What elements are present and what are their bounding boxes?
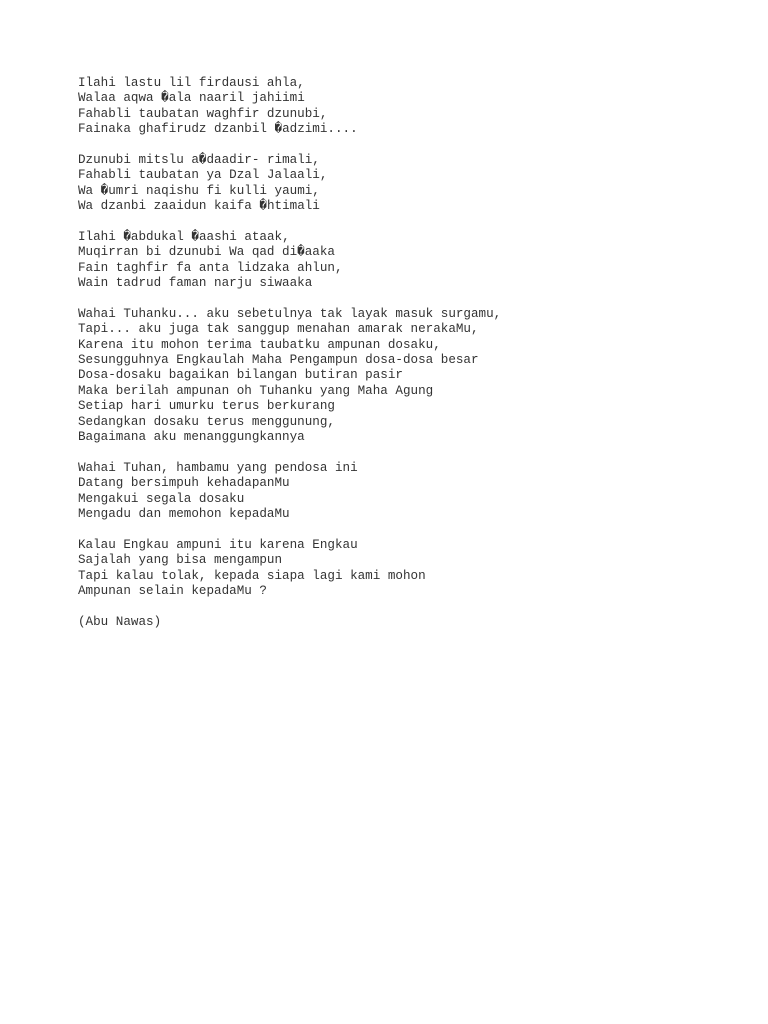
poem-line: Wain tadrud faman narju siwaaka [78, 276, 313, 291]
poem-line: Bagaimana aku menanggungkannya [78, 429, 305, 444]
poem-line: Karena itu mohon terima taubatku ampunan dosaku, [78, 337, 441, 352]
author-signature: (Abu Nawas) [78, 614, 162, 629]
stanza-1 [78, 76, 698, 138]
poem-line: Dosa-dosaku bagaikan bilangan butiran pasir [78, 368, 403, 383]
poem-line: Wahai Tuhan, hambamu yang pendosa ini [78, 460, 358, 475]
poem-line: Fain taghfir fa anta lidzaka ahlun, [78, 260, 343, 275]
poem-line: Wahai Tuhanku... aku sebetulnya tak layak masuk surgamu, [78, 306, 502, 321]
poem-line: Fahabli taubatan waghfir dzunubi, [78, 106, 328, 121]
poem-body [78, 76, 698, 630]
poem-line: Setiap hari umurku terus berkurang [78, 399, 335, 414]
poem-line: Maka berilah ampunan oh Tuhanku yang Maha Agung [78, 383, 434, 398]
poem-line: Wa �umri naqishu fi kulli yaumi, [78, 183, 320, 198]
stanza-5 [78, 461, 698, 523]
stanza-3 [78, 230, 698, 292]
stanza-6 [78, 538, 698, 600]
poem-line: Fainaka ghafirudz dzanbil �adzimi.... [78, 122, 358, 137]
poem-line: Mengakui segala dosaku [78, 491, 245, 506]
poem-line: Dzunubi mitslu a�daadir- rimali, [78, 152, 320, 167]
poem-line: Sedangkan dosaku terus menggunung, [78, 414, 335, 429]
poem-line: Mengadu dan memohon kepadaMu [78, 506, 290, 521]
stanza-2 [78, 153, 698, 215]
poem-line: Sesungguhnya Engkaulah Maha Pengampun dosa-dosa besar [78, 353, 479, 368]
poem-line: Tapi kalau tolak, kepada siapa lagi kami mohon [78, 568, 426, 583]
poem-line: Tapi... aku juga tak sanggup menahan amarak nerakaMu, [78, 322, 479, 337]
poem-line: Ampunan selain kepadaMu ? [78, 583, 267, 598]
poem-line: Datang bersimpuh kehadapanMu [78, 476, 290, 491]
poem-line: Ilahi lastu lil firdausi ahla, [78, 76, 305, 90]
stanza-4 [78, 307, 698, 446]
poem-line: Ilahi �abdukal �aashi ataak, [78, 229, 290, 244]
poem-line: Fahabli taubatan ya Dzal Jalaali, [78, 168, 328, 183]
poem-line: Muqirran bi dzunubi Wa qad di�aaka [78, 245, 335, 260]
poem-line: Sajalah yang bisa mengampun [78, 553, 283, 568]
poem-line: Wa dzanbi zaaidun kaifa �htimali [78, 199, 320, 214]
poem-line: Walaa aqwa �ala naaril jahiimi [78, 91, 305, 106]
poem-line: Kalau Engkau ampuni itu karena Engkau [78, 537, 358, 552]
